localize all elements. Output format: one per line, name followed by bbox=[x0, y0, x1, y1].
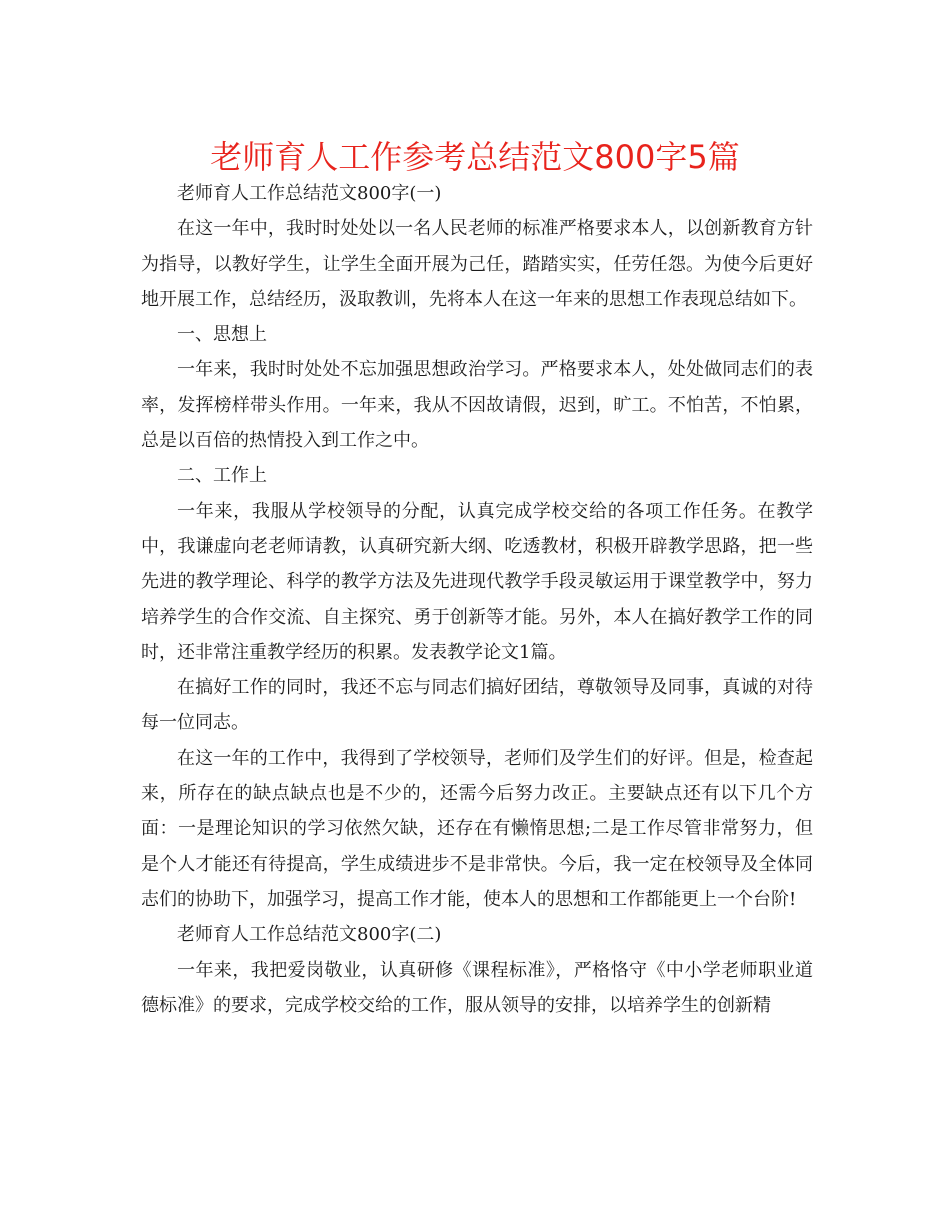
body-paragraph: 在这一年的工作中，我得到了学校领导，老师们及学生们的好评。但是，检查起来，所存在的缺点缺点也是不少的，还需今后努力改正。主要缺点还有以下几个方面：一是理论知识的学习依然欠缺，还存在有懒惰思想;二是工作尽管非常努力，但是个人才能还有待提高，学生成绩进步不是非常快。今后，我一定在校领导及全体同志们的协助下，加强学习，提高工作才能，使本人的思想和工作都能更上一个台阶! bbox=[141, 747, 813, 910]
body-paragraph: 一年来，我把爱岗敬业，认真研修《课程标准》，严格恪守《中小学老师职业道德标准》的要求，完成学校交给的工作，服从领导的安排，以培养学生的创新精 bbox=[141, 959, 813, 1016]
subheading-work: 二、工作上 bbox=[177, 465, 267, 487]
document-title: 老师育人工作参考总结范文800字5篇 bbox=[210, 138, 740, 176]
body-paragraph: 在这一年中，我时时处处以一名人民老师的标准严格要求本人，以创新教育方针为指导，以教好学生，让学生全面开展为己任，踏踏实实，任劳任怨。为使今后更好地开展工作，总结经历，汲取教训，先将本人在这一年来的思想工作表现总结如下。 bbox=[141, 218, 813, 310]
section-heading-two: 老师育人工作总结范文800字(二) bbox=[177, 924, 442, 946]
document-body bbox=[141, 176, 813, 1023]
body-paragraph: 一年来，我时时处处不忘加强思想政治学习。严格要求本人，处处做同志们的表率，发挥榜样带头作用。一年来，我从不因故请假，迟到，旷工。不怕苦，不怕累，总是以百倍的热情投入到工作之中。 bbox=[141, 359, 813, 452]
section-heading-one: 老师育人工作总结范文800字(一) bbox=[177, 183, 442, 204]
subheading-thought: 一、思想上 bbox=[177, 324, 267, 346]
body-paragraph: 一年来，我服从学校领导的分配，认真完成学校交给的各项工作任务。在教学中，我谦虚向老老师请教，认真研究新大纲、吃透教材，积极开辟教学思路，把一些先进的教学理论、科学的教学方法及先进现代教学手段灵敏运用于课堂教学中，努力培养学生的合作交流、自主探究、勇于创新等才能。另外，本人在搞好教学工作的同时，还非常注重教学经历的积累。发表教学论文1篇。 bbox=[141, 500, 813, 663]
body-paragraph: 在搞好工作的同时，我还不忘与同志们搞好团结，尊敬领导及同事，真诚的对待每一位同志。 bbox=[141, 677, 813, 734]
